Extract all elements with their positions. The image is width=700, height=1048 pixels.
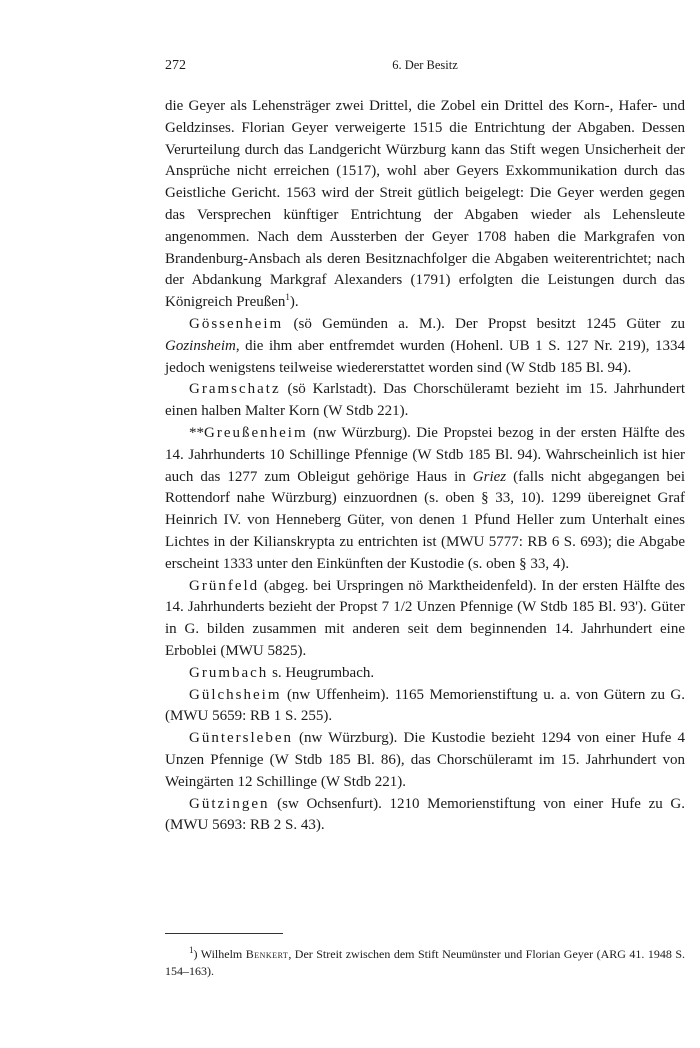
footnote: $^1$) Wilhelm Benkert, Der Streit zwischen dem Stift Neumünster und Florian Geyer (ARG 41. 1948 S. 154–163).	[165, 945, 685, 979]
uncertain-marker: **	[189, 424, 204, 441]
historic-form: Gozinsheim	[165, 337, 236, 354]
place-name: Güntersleben	[189, 730, 293, 747]
running-title: 6. Der Besitz	[392, 58, 458, 72]
body-text	[165, 96, 685, 837]
place-name: Gülchsheim	[189, 686, 282, 703]
entry-greussenheim: **Greußenheim (nw Würzburg). Die Propstei bezog in der ersten Hälfte des 14. Jahrhunderts 10 Schillinge Pfennige (W Stdb 185 Bl. 94). Wahrscheinlich ist hier auch das 1277 zum Obleigut gehörige Haus in Griez (falls nicht abgegangen bei Rottendorf nahe Würzburg) einzuordnen (s. oben § 33, 10). 1299 übereignet Graf Heinrich IV. von Henneberg Güter, von denen 1 Pfund Heller zum Unterhalt eines Lichtes in der Kilianskrypta zu entrichten ist (MWU 5777: RB 6 S. 693); die Abgabe erscheint 1333 unter den Einkünften der Kustodie (s. oben § 33, 4).	[165, 424, 685, 572]
entry-guelchsheim: Gülchsheim (nw Uffenheim). 1165 Memorienstiftung u. a. von Gütern zu G. (MWU 5659: RB 1 S. 255).	[165, 686, 685, 725]
place-name: Grumbach	[189, 664, 269, 681]
place-name: Gützingen	[189, 795, 270, 812]
entry-guetzingen: Gützingen (sw Ochsenfurt). 1210 Memorienstiftung von einer Hufe zu G. (MWU 5693: RB 2 S. 43).	[165, 795, 685, 834]
footnote-divider	[165, 933, 283, 934]
place-name: Gössenheim	[189, 315, 284, 332]
footnote-author: Benkert	[245, 947, 289, 962]
place-name: Grünfeld	[189, 577, 260, 594]
footnote-reference: 1	[285, 292, 290, 303]
page-header	[165, 58, 685, 80]
entry-grumbach: Grumbach s. Heugrumbach.	[189, 664, 375, 681]
page	[165, 58, 685, 992]
entry-gramschatz: Gramschatz (sö Karlstadt). Das Chorschüleramt bezieht im 15. Jahrhundert einen halben Malter Korn (W Stdb 221).	[165, 381, 685, 420]
place-name: Greußenheim	[204, 424, 308, 441]
footnote-marker: 1	[189, 945, 194, 956]
continued-paragraph: die Geyer als Lehensträger zwei Drittel, die Zobel ein Drittel des Korn-, Hafer- und Geldzinses. Florian Geyer verweigerte 1515 die Entrichtung der Abgaben. Dessen Verurteilung durch das Landgericht Würzburg kann das Stift wegen Unsicherheit der Ansprüche nicht erreichen (1517), wohl aber Geyers Exkommunikation durch das Geistliche Gericht. 1563 wird der Streit gütlich beigelegt: Die Geyer werden gegen das Versprechen künftiger Entrichtung der Abgaben wieder als Lehensleute angenommen. Nach dem Aussterben der Geyer 1708 haben die Markgrafen von Brandenburg-Ansbach als deren Besitznachfolger die Abgaben weiterentrichtet; nach der Abdankung Markgraf Alexanders (1791) erfolgten die Leistungen durch das Königreich Preußen$^1$).	[165, 98, 685, 311]
entry-goessenheim: Gössenheim (sö Gemünden a. M.). Der Propst besitzt 1245 Güter zu Gozinsheim, die ihm aber entfremdet wurden (Hohenl. UB 1 S. 127 Nr. 219), 1334 jedoch wenigstens teilweise wiedererstattet worden sind (W Stdb 185 Bl. 94).	[165, 315, 685, 376]
entry-guentersleben: Güntersleben (nw Würzburg). Die Kustodie bezieht 1294 von einer Hufe 4 Unzen Pfennige (W Stdb 185 Bl. 86), das Chorschüleramt im 15. Jahrhundert von Weingärten 12 Schillinge (W Stdb 221).	[165, 730, 685, 790]
historic-form: Griez	[472, 468, 507, 485]
place-name: Gramschatz	[189, 381, 281, 398]
page-number: 272	[165, 58, 186, 73]
entry-gruenfeld: Grünfeld (abgeg. bei Urspringen nö Marktheidenfeld). In der ersten Hälfte des 14. Jahrhunderts bezieht der Propst 7 1/2 Unzen Pfennige (W Stdb 185 Bl. 93'). Güter in G. bilden zusammen mit anderen seit dem beginnenden 14. Jahrhundert eine Erboblei (MWU 5825).	[165, 577, 685, 659]
